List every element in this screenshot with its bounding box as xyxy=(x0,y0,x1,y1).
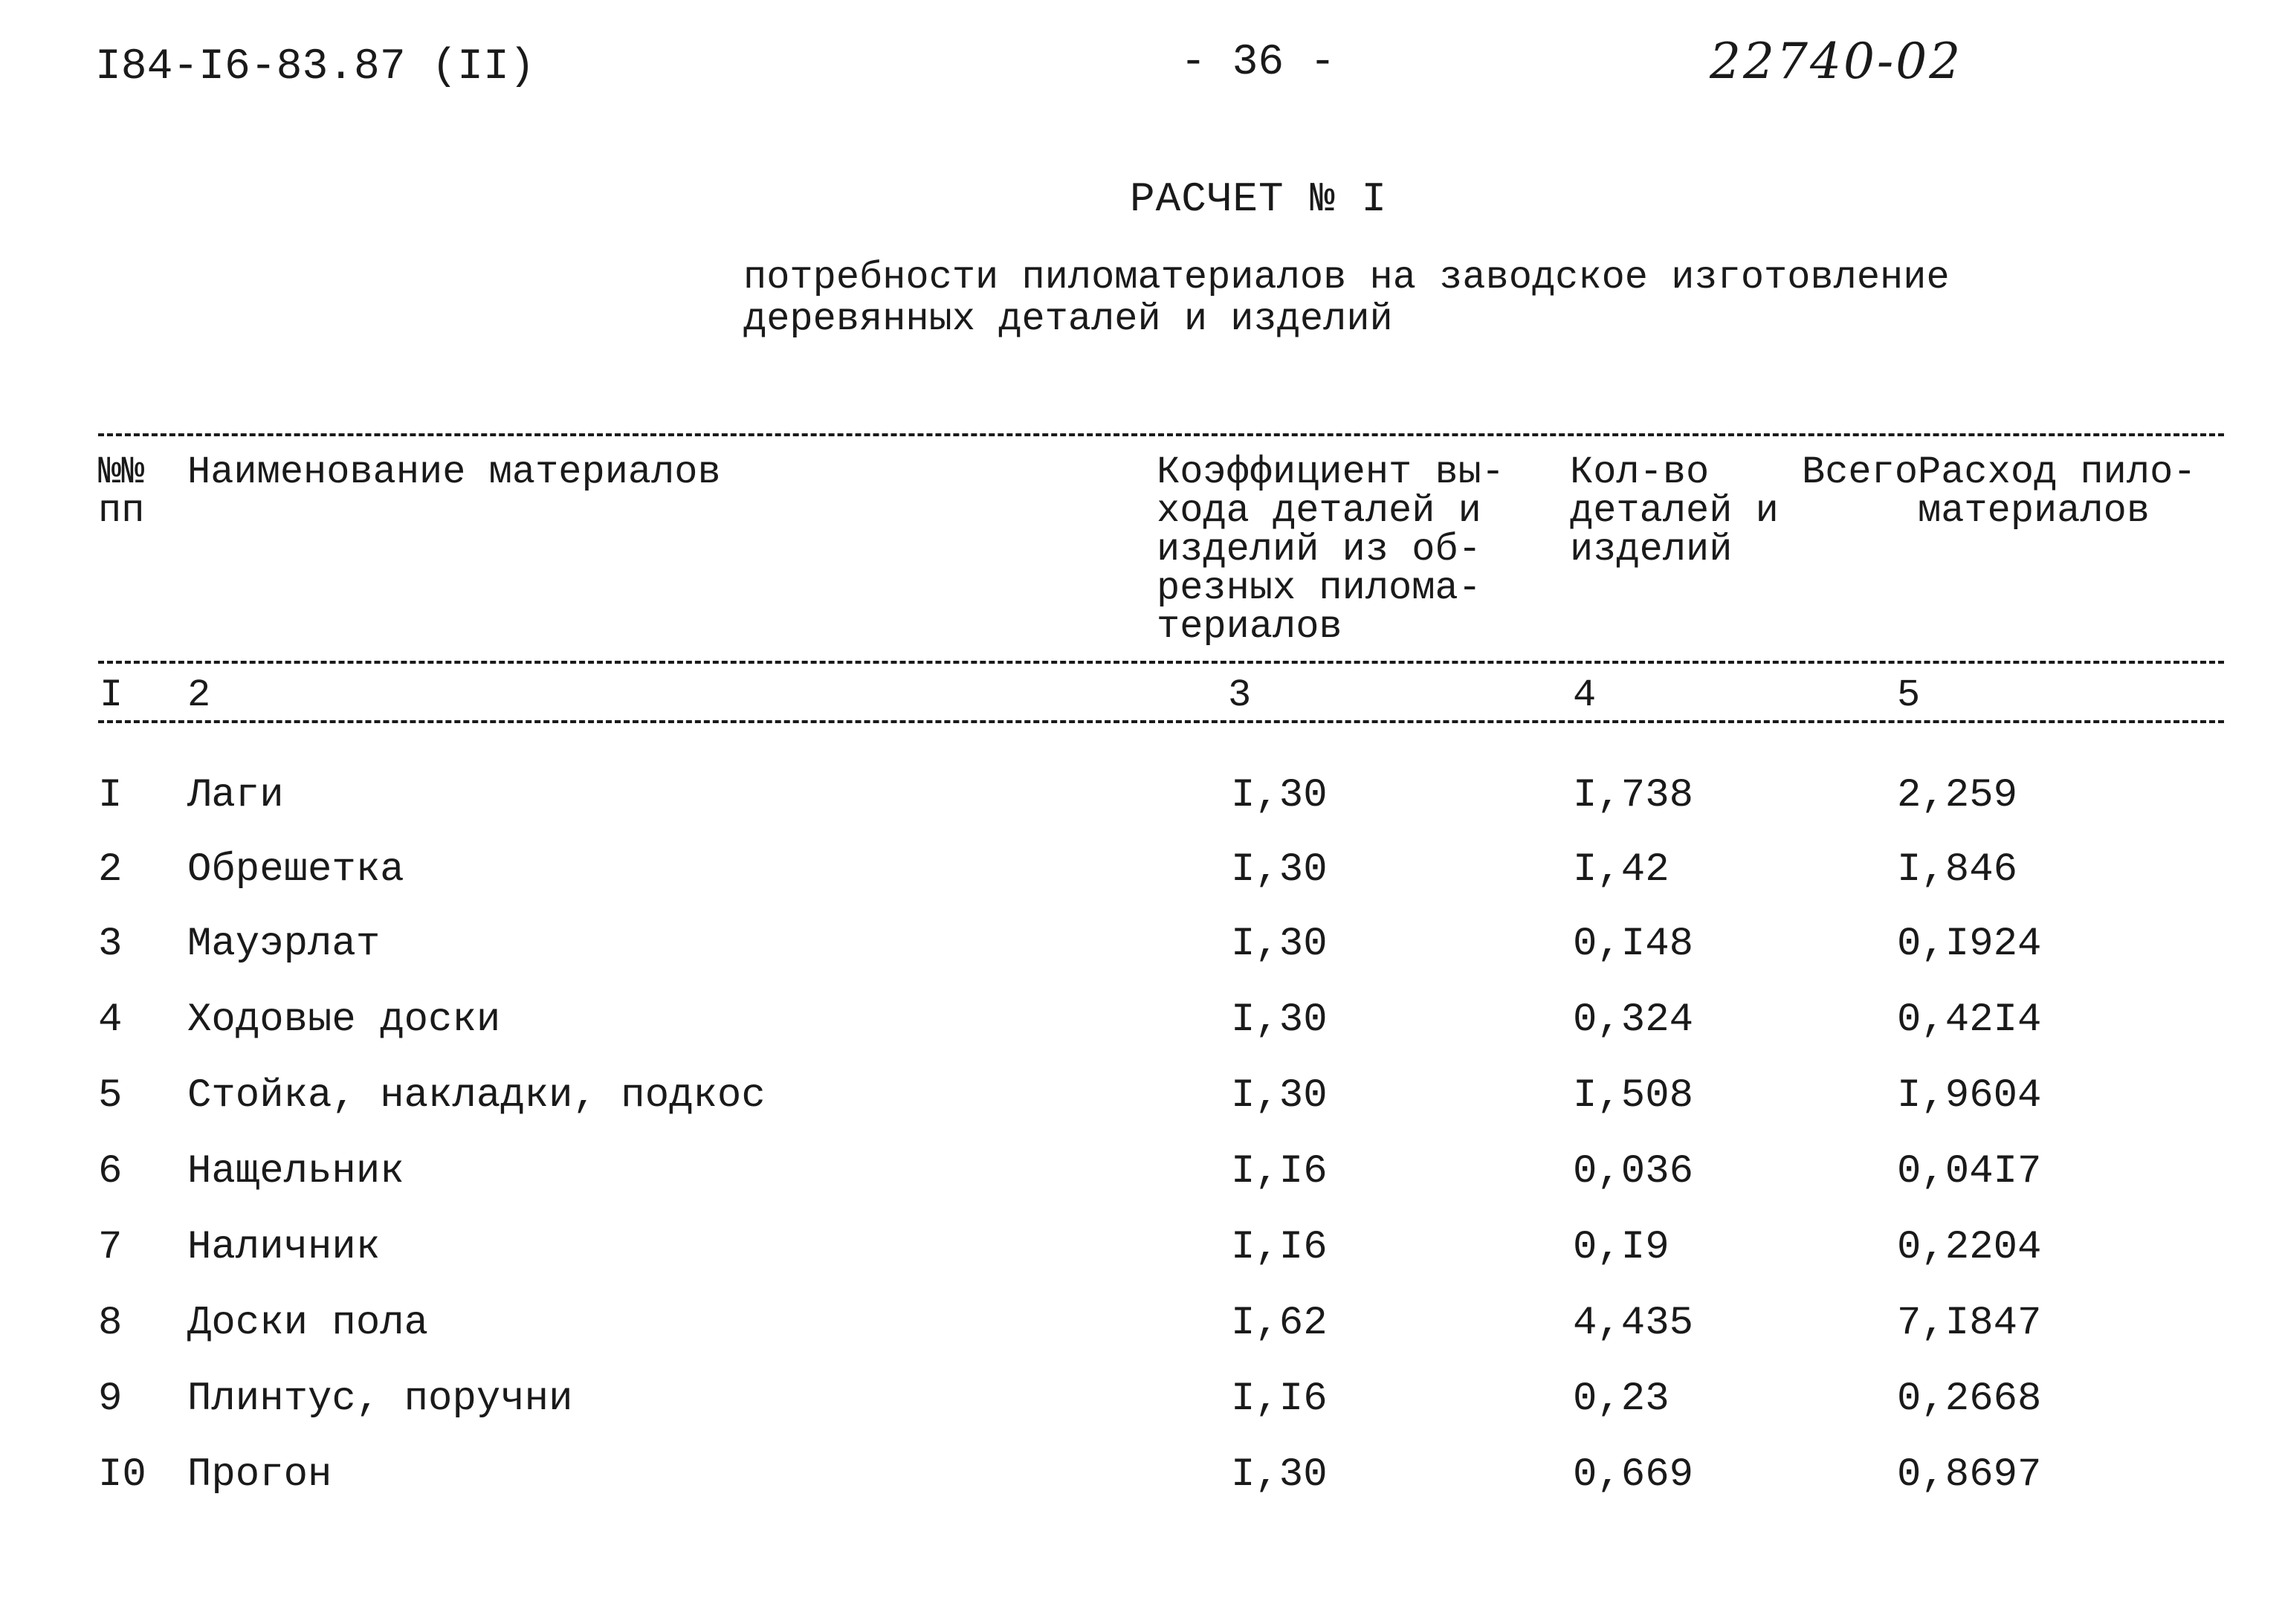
header-number: №№ пп xyxy=(98,450,145,533)
table-row xyxy=(0,922,2282,996)
row-number: 6 xyxy=(98,1149,123,1194)
column-number-5: 5 xyxy=(1897,673,1921,717)
row-coefficient: I,I6 xyxy=(1231,1376,1328,1422)
row-coefficient: I,62 xyxy=(1231,1301,1328,1346)
row-name: Мауэрлат xyxy=(187,922,381,967)
header-quantity: Кол-во деталей и изделий xyxy=(1570,450,1779,572)
table-row xyxy=(0,1225,2282,1299)
row-total: 0,42I4 xyxy=(1897,997,2042,1043)
row-number: I xyxy=(98,773,123,818)
document-code: I84-I6-83.87 (II) xyxy=(95,43,535,91)
table-row xyxy=(0,1376,2282,1451)
column-number-3: 3 xyxy=(1228,673,1252,717)
calculation-subtitle xyxy=(743,257,1950,340)
row-name: Нащельник xyxy=(187,1149,404,1194)
row-coefficient: I,30 xyxy=(1231,1073,1328,1119)
row-name: Доски пола xyxy=(187,1301,429,1346)
column-number-1: I xyxy=(100,673,123,717)
subtitle-line-1: потребности пиломатериалов на заводское изготовление xyxy=(743,256,1950,300)
row-quantity: 0,23 xyxy=(1573,1376,1670,1422)
row-total: I,846 xyxy=(1897,847,2018,893)
row-quantity: 0,036 xyxy=(1573,1149,1694,1194)
row-name: Ходовые доски xyxy=(187,997,501,1043)
row-quantity: I,738 xyxy=(1573,773,1694,818)
row-coefficient: I,I6 xyxy=(1231,1149,1328,1194)
page-number: - 36 - xyxy=(1180,39,1336,87)
row-number: 4 xyxy=(98,997,123,1043)
row-total: 7,I847 xyxy=(1897,1301,2042,1346)
handwritten-number: 22740-02 xyxy=(1710,33,1963,90)
row-coefficient: I,I6 xyxy=(1231,1225,1328,1270)
row-number: 2 xyxy=(98,847,123,893)
row-name: Стойка, накладки, подкос xyxy=(187,1073,766,1119)
row-name: Плинтус, поручни xyxy=(187,1376,573,1422)
header-bottom-rule xyxy=(98,661,2224,664)
table-row xyxy=(0,1073,2282,1148)
row-number: 3 xyxy=(98,922,123,967)
row-quantity: 0,I9 xyxy=(1573,1225,1670,1270)
row-name: Наличник xyxy=(187,1225,381,1270)
row-number: 7 xyxy=(98,1225,123,1270)
row-total: 0,04I7 xyxy=(1897,1149,2042,1194)
row-coefficient: I,30 xyxy=(1231,997,1328,1043)
row-quantity: I,508 xyxy=(1573,1073,1694,1119)
row-number: 8 xyxy=(98,1301,123,1346)
column-number-4: 4 xyxy=(1573,673,1597,717)
table-row xyxy=(0,997,2282,1072)
column-number-rule xyxy=(98,720,2224,723)
table-row xyxy=(0,773,2282,847)
row-coefficient: I,30 xyxy=(1231,773,1328,818)
table-row xyxy=(0,847,2282,922)
row-coefficient: I,30 xyxy=(1231,1452,1328,1498)
row-name: Обрешетка xyxy=(187,847,404,893)
calculation-title: РАСЧЕТ № I xyxy=(1130,175,1388,223)
row-quantity: I,42 xyxy=(1573,847,1670,893)
table-row xyxy=(0,1149,2282,1223)
row-total: 0,2204 xyxy=(1897,1225,2042,1270)
header-name: Наименование материалов xyxy=(187,450,721,494)
row-number: 9 xyxy=(98,1376,123,1422)
table-row xyxy=(0,1452,2282,1527)
row-coefficient: I,30 xyxy=(1231,847,1328,893)
row-number: 5 xyxy=(98,1073,123,1119)
row-total: 0,I924 xyxy=(1897,922,2042,967)
row-coefficient: I,30 xyxy=(1231,922,1328,967)
row-total: 2,259 xyxy=(1897,773,2018,818)
header-total: ВсегоРасход пило- материалов xyxy=(1802,450,2197,533)
row-quantity: 0,669 xyxy=(1573,1452,1694,1498)
row-name: Прогон xyxy=(187,1452,332,1498)
row-number: I0 xyxy=(98,1452,146,1498)
row-quantity: 0,324 xyxy=(1573,997,1694,1043)
table-top-rule xyxy=(98,433,2224,436)
row-name: Лаги xyxy=(187,773,284,818)
row-quantity: 4,435 xyxy=(1573,1301,1694,1346)
row-total: 0,8697 xyxy=(1897,1452,2042,1498)
row-total: 0,2668 xyxy=(1897,1376,2042,1422)
column-number-2: 2 xyxy=(187,673,211,717)
subtitle-line-2: деревянных деталей и изделий xyxy=(743,297,1393,341)
row-total: I,9604 xyxy=(1897,1073,2042,1119)
table-row xyxy=(0,1301,2282,1375)
row-quantity: 0,I48 xyxy=(1573,922,1694,967)
header-coefficient: Коэффициент вы- хода деталей и изделий из об- резных пиломa- териалов xyxy=(1157,450,1505,649)
